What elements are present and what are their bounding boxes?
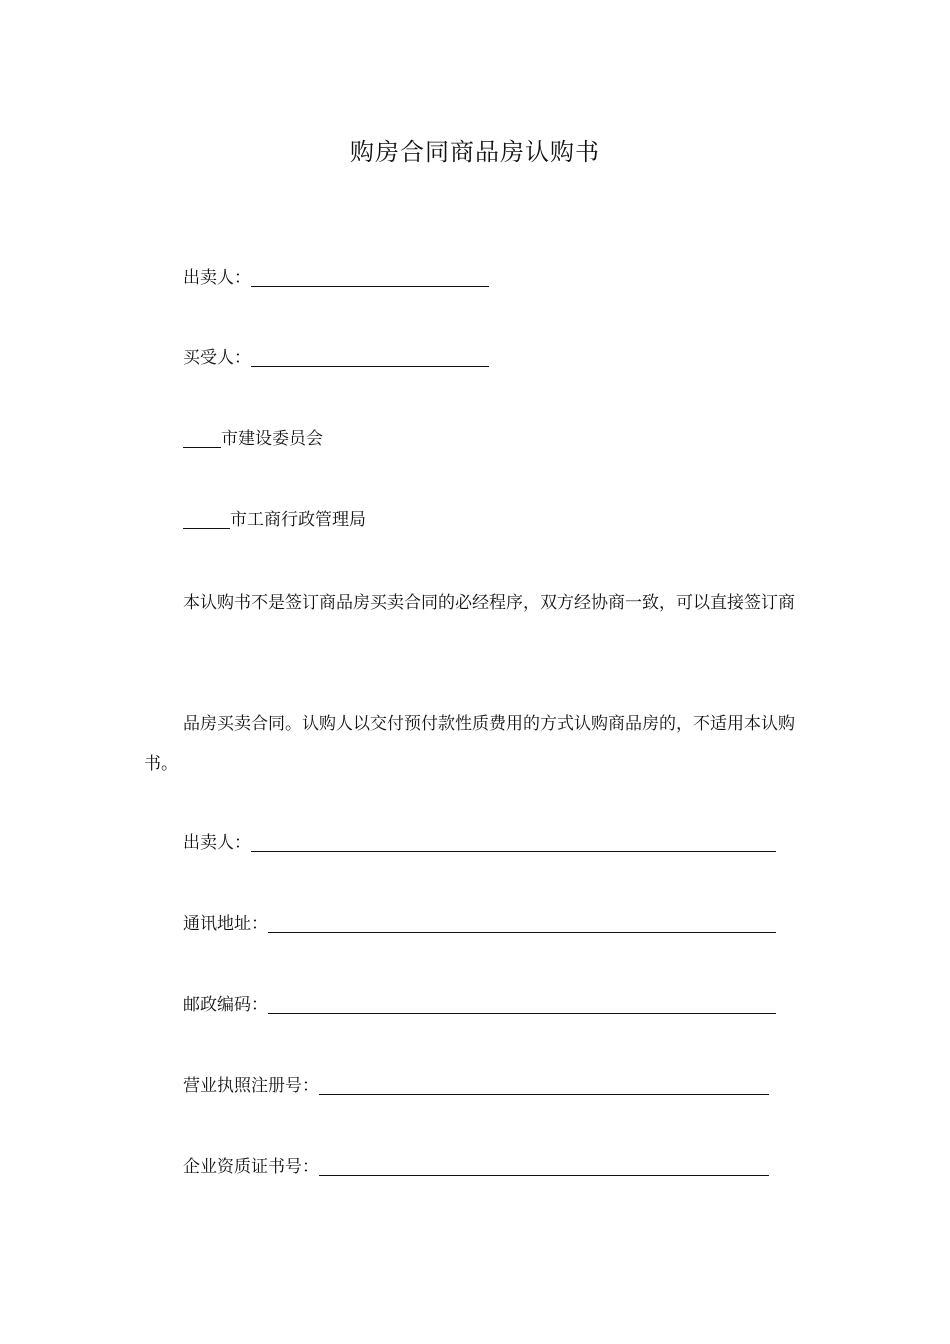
postal-code-blank[interactable] [268, 995, 776, 1014]
industry-commerce-label: 市工商行政管理局 [230, 510, 366, 530]
seller-info-seller-field [183, 831, 776, 855]
business-license-blank[interactable] [319, 1076, 769, 1095]
seller-label: 出卖人： [183, 268, 251, 288]
city-blank-2[interactable] [183, 510, 230, 529]
paragraph-2: 品房买卖合同。认购人以交付预付款性质费用的方式认购商品房的，不适用本认购书。 [144, 714, 795, 774]
qualification-cert-field [183, 1155, 769, 1179]
business-license-field [183, 1074, 769, 1098]
seller-field [183, 266, 489, 290]
buyer-field [183, 346, 489, 370]
business-license-label: 营业执照注册号： [183, 1076, 319, 1096]
qualification-cert-label: 企业资质证书号： [183, 1157, 319, 1177]
address-label: 通讯地址： [183, 914, 268, 934]
buyer-blank[interactable] [251, 348, 489, 367]
paragraph-1: 本认购书不是签订商品房买卖合同的必经程序，双方经协商一致，可以直接签订商 [183, 593, 795, 613]
industry-commerce-field [183, 508, 366, 532]
seller-info-seller-label: 出卖人： [183, 833, 251, 853]
buyer-label: 买受人： [183, 348, 251, 368]
postal-code-field [183, 993, 776, 1017]
construction-committee-field [183, 427, 323, 451]
qualification-cert-blank[interactable] [319, 1157, 769, 1176]
seller-blank[interactable] [251, 268, 489, 287]
seller-info-seller-blank[interactable] [251, 833, 776, 852]
document-title: 购房合同商品房认购书 [350, 138, 600, 166]
address-blank[interactable] [268, 914, 776, 933]
construction-committee-label: 市建设委员会 [221, 429, 323, 449]
postal-code-label: 邮政编码： [183, 995, 268, 1015]
city-blank-1[interactable] [183, 429, 221, 448]
address-field [183, 912, 776, 936]
